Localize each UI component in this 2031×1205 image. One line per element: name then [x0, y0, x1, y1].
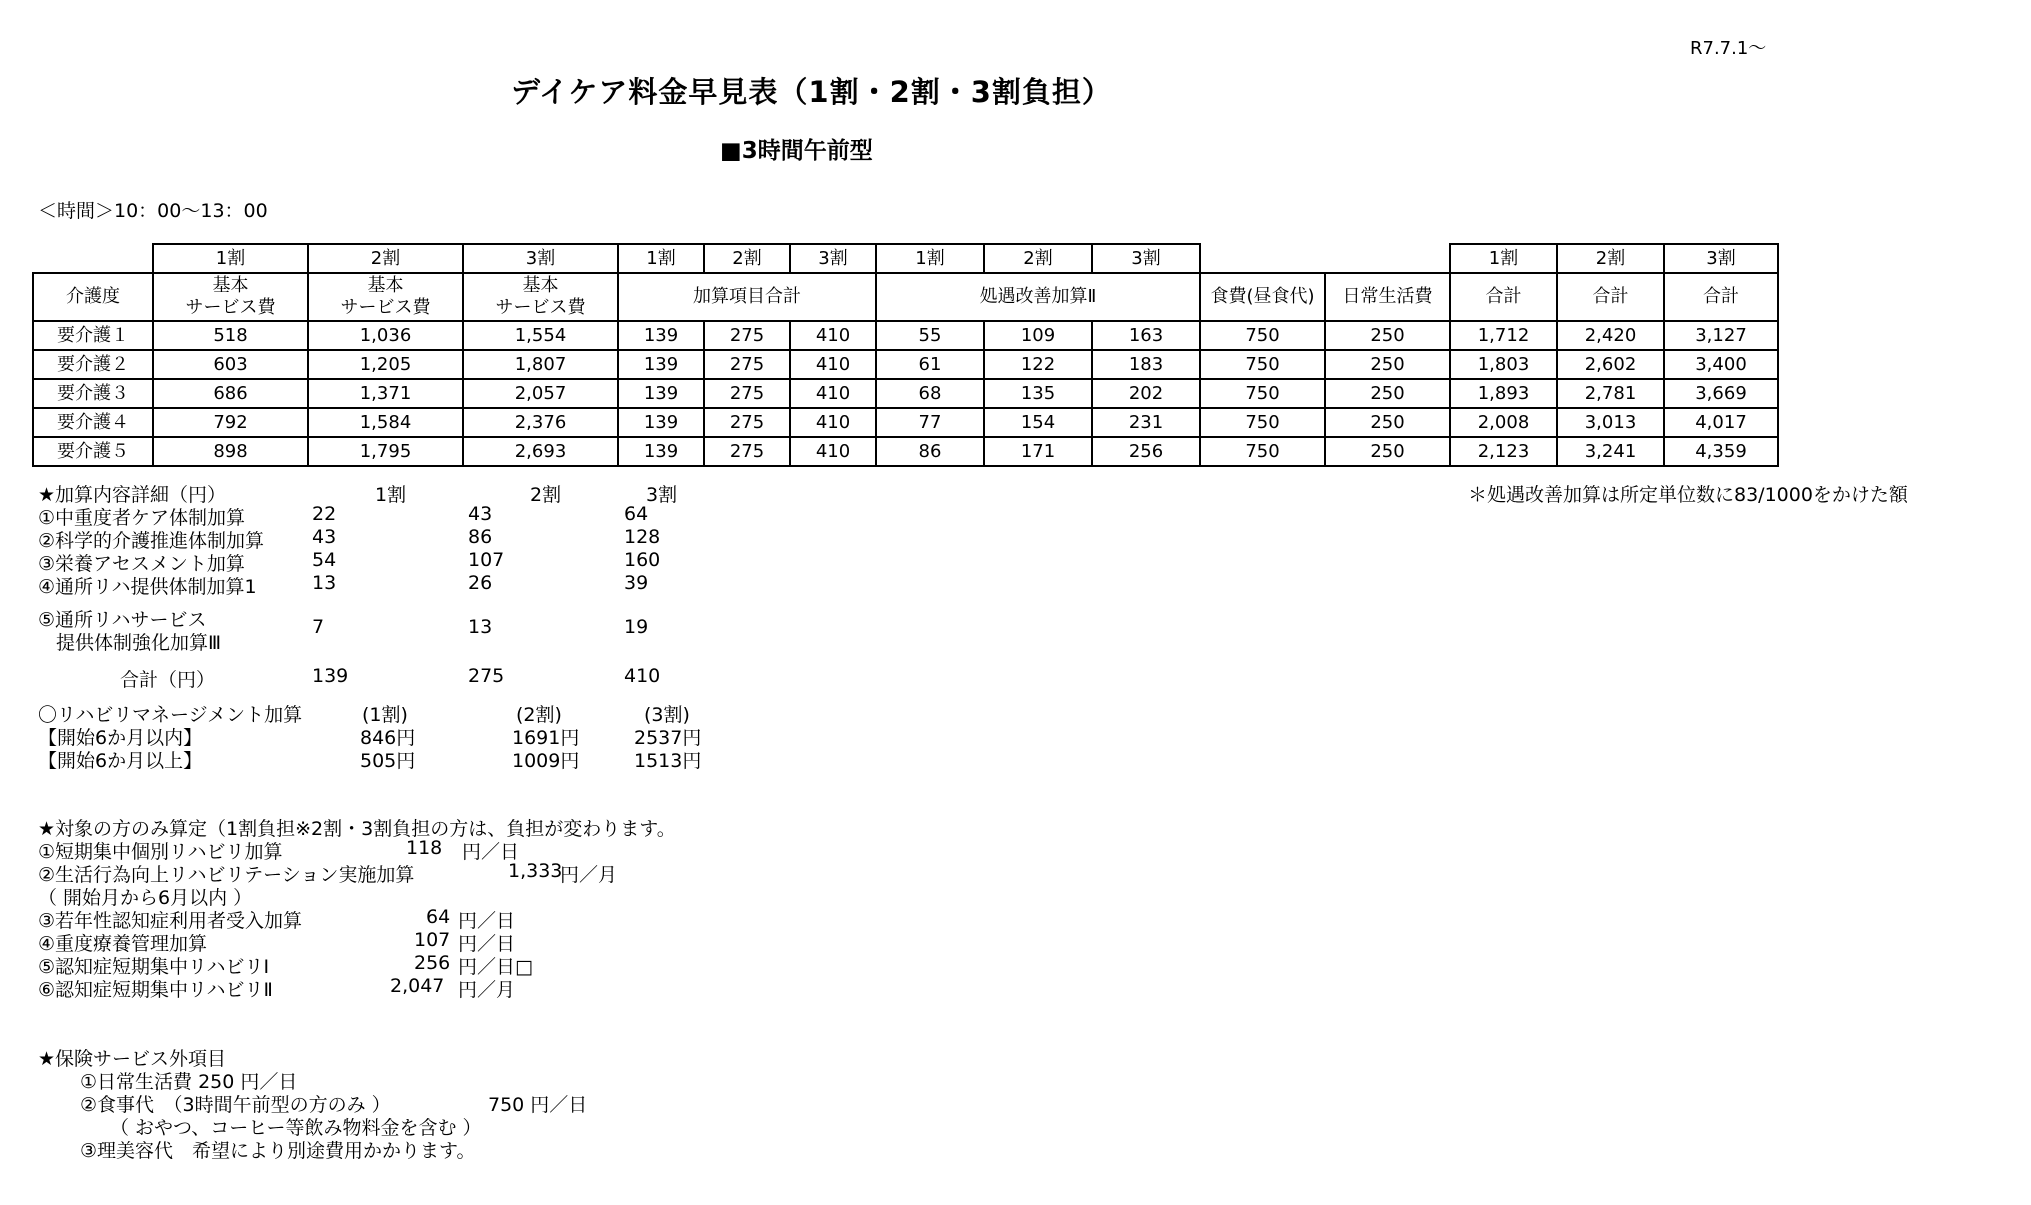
kasan-item-v3: 160 [624, 549, 661, 571]
kasan-col-3: 3割 [646, 484, 678, 506]
time-range: ＜時間＞10：00〜13：00 [38, 200, 268, 222]
cell-basic-2: 1,036 [308, 321, 463, 350]
page-subtitle: ■3時間午前型 [720, 138, 873, 164]
optional-item-label: ③若年性認知症利用者受入加算 [38, 910, 303, 932]
optional-item-value: 1,333 [508, 860, 563, 882]
non-insurance-line: ①日常生活費 250 円／日 [80, 1071, 298, 1093]
shogu-note: ＊処遇改善加算は所定単位数に83/1000をかけた額 [1468, 484, 1908, 506]
table-row [33, 408, 1778, 437]
reha-row-label: 【開始6か月以内】 [38, 727, 203, 749]
kasan-rate-3: 3割 [790, 244, 876, 273]
kasan-item-v1: 13 [312, 572, 337, 594]
reha-col-3: (3割) [644, 704, 690, 726]
cell-shogu-2: 109 [984, 321, 1092, 350]
cell-meal: 750 [1200, 321, 1325, 350]
header-sum-2: 合計 [1557, 273, 1664, 321]
cell-shogu-1: 68 [876, 379, 984, 408]
cell-shogu-3: 183 [1092, 350, 1200, 379]
total-rate-1: 1割 [1450, 244, 1557, 273]
cell-meal: 750 [1200, 379, 1325, 408]
non-insurance-line: ②食事代 （3時間午前型の方のみ ） [80, 1094, 391, 1116]
cell-care-level: 要介護５ [33, 437, 153, 466]
cell-basic-1: 898 [153, 437, 308, 466]
cell-daily: 250 [1325, 437, 1450, 466]
cell-kasan-2: 275 [704, 437, 790, 466]
cell-sum-3: 3,669 [1664, 379, 1778, 408]
cell-kasan-1: 139 [618, 350, 704, 379]
cell-kasan-3: 410 [790, 350, 876, 379]
cell-sum-3: 4,017 [1664, 408, 1778, 437]
non-insurance-line: ③理美容代 希望により別途費用かかります。 [80, 1140, 476, 1162]
kasan-total-label: 合計（円） [120, 669, 216, 691]
cell-meal: 750 [1200, 408, 1325, 437]
reha-row-v2: 1009円 [512, 750, 580, 772]
optional-item-label: ②生活行為向上リハビリテーション実施加算 [38, 864, 415, 886]
cell-sum-2: 2,781 [1557, 379, 1664, 408]
table-row [33, 350, 1778, 379]
header-basic-3: 基本 サービス費 [463, 273, 618, 321]
kasan-item-v2: 107 [468, 549, 505, 571]
header-daily: 日常生活費 [1325, 273, 1450, 321]
cell-shogu-2: 171 [984, 437, 1092, 466]
cell-daily: 250 [1325, 321, 1450, 350]
cell-shogu-2: 122 [984, 350, 1092, 379]
cell-care-level: 要介護４ [33, 408, 153, 437]
cell-sum-3: 3,127 [1664, 321, 1778, 350]
cell-meal: 750 [1200, 350, 1325, 379]
cell-sum-1: 1,893 [1450, 379, 1557, 408]
cell-kasan-2: 275 [704, 321, 790, 350]
page-title: デイケア料金早見表（1割・2割・3割負担） [511, 75, 1112, 109]
kasan-item-v2: 26 [468, 572, 493, 594]
header-basic-1: 基本 サービス費 [153, 273, 308, 321]
kasan-total-v1: 139 [312, 665, 349, 687]
header-meal: 食費(昼食代) [1200, 273, 1325, 321]
cell-sum-1: 2,008 [1450, 408, 1557, 437]
cell-sum-2: 2,420 [1557, 321, 1664, 350]
cell-daily: 250 [1325, 408, 1450, 437]
effective-date: R7.7.1〜 [1690, 38, 1767, 59]
cell-shogu-1: 86 [876, 437, 984, 466]
kasan-item5-label-1: ⑤通所リハサービス [38, 609, 207, 631]
cell-sum-2: 3,241 [1557, 437, 1664, 466]
cell-basic-1: 603 [153, 350, 308, 379]
blank-cell [1325, 244, 1450, 273]
cell-shogu-3: 163 [1092, 321, 1200, 350]
header-shogu: 処遇改善加算Ⅱ [876, 273, 1200, 321]
cell-basic-2: 1,584 [308, 408, 463, 437]
non-insurance-meal-value: 750 円／日 [488, 1094, 588, 1116]
header-sum-1: 合計 [1450, 273, 1557, 321]
kasan-detail-heading: ★加算内容詳細（円） [38, 484, 227, 506]
reha-col-2: (2割) [516, 704, 562, 726]
blank-cell [33, 244, 153, 273]
kasan-total-v2: 275 [468, 665, 505, 687]
optional-item-label: ⑤認知症短期集中リハビリⅠ [38, 956, 270, 978]
optional-item-unit: 円／月 [458, 979, 516, 1001]
cell-shogu-1: 77 [876, 408, 984, 437]
cell-shogu-1: 55 [876, 321, 984, 350]
cell-kasan-1: 139 [618, 379, 704, 408]
total-rate-3: 3割 [1664, 244, 1778, 273]
cell-sum-3: 3,400 [1664, 350, 1778, 379]
optional-item-label: ⑥認知症短期集中リハビリⅡ [38, 979, 273, 1001]
optional-item-label: ④重度療養管理加算 [38, 933, 208, 955]
cell-care-level: 要介護３ [33, 379, 153, 408]
kasan-total-v3: 410 [624, 665, 661, 687]
kasan-item-label: ②科学的介護推進体制加算 [38, 530, 265, 552]
kasan-col-2: 2割 [530, 484, 562, 506]
blank-cell [1200, 244, 1325, 273]
table-top-header [33, 244, 1778, 273]
optional-item-value: 107 [414, 929, 451, 951]
kasan-item-v1: 22 [312, 503, 337, 525]
reha-row-v1: 846円 [360, 727, 416, 749]
cell-daily: 250 [1325, 350, 1450, 379]
reha-row-v2: 1691円 [512, 727, 580, 749]
cell-basic-3: 1,554 [463, 321, 618, 350]
header-kasan-total: 加算項目合計 [618, 273, 876, 321]
cell-kasan-3: 410 [790, 408, 876, 437]
non-insurance-line: （ おやつ、コーヒー等飲み物料金を含む ） [110, 1117, 482, 1139]
optional-item-note: （ 開始月から6月以内 ） [38, 887, 253, 909]
non-insurance-heading: ★保険サービス外項目 [38, 1048, 227, 1070]
kasan-item-label: ③栄養アセスメント加算 [38, 553, 245, 575]
header-care-level: 介護度 [33, 273, 153, 321]
optional-item-unit: 円／日 [462, 841, 520, 863]
cell-kasan-1: 139 [618, 408, 704, 437]
cell-kasan-3: 410 [790, 321, 876, 350]
cell-kasan-2: 275 [704, 408, 790, 437]
cell-shogu-3: 202 [1092, 379, 1200, 408]
reha-col-1: (1割) [362, 704, 408, 726]
shogu-rate-2: 2割 [984, 244, 1092, 273]
cell-kasan-2: 275 [704, 350, 790, 379]
cell-meal: 750 [1200, 437, 1325, 466]
cell-care-level: 要介護１ [33, 321, 153, 350]
cell-daily: 250 [1325, 379, 1450, 408]
cell-basic-2: 1,371 [308, 379, 463, 408]
cell-kasan-3: 410 [790, 437, 876, 466]
cell-basic-1: 686 [153, 379, 308, 408]
cell-basic-1: 518 [153, 321, 308, 350]
table-row [33, 379, 1778, 408]
reha-row-label: 【開始6か月以上】 [38, 750, 203, 772]
cell-kasan-3: 410 [790, 379, 876, 408]
cell-basic-1: 792 [153, 408, 308, 437]
cell-sum-2: 3,013 [1557, 408, 1664, 437]
cell-sum-1: 1,712 [1450, 321, 1557, 350]
optional-item-value: 118 [406, 837, 443, 859]
basic-rate-2: 2割 [308, 244, 463, 273]
header-sum-3: 合計 [1664, 273, 1778, 321]
cell-shogu-1: 61 [876, 350, 984, 379]
kasan-item5-label-2: 提供体制強化加算Ⅲ [56, 632, 222, 654]
cell-sum-1: 1,803 [1450, 350, 1557, 379]
cell-shogu-3: 231 [1092, 408, 1200, 437]
kasan-item-v1: 43 [312, 526, 337, 548]
cell-sum-3: 4,359 [1664, 437, 1778, 466]
kasan-item-v2: 86 [468, 526, 493, 548]
optional-item-unit: 円／月 [560, 864, 618, 886]
optional-item-unit: 円／日 [458, 933, 516, 955]
total-rate-2: 2割 [1557, 244, 1664, 273]
kasan-item-label: ④通所リハ提供体制加算1 [38, 576, 257, 598]
kasan-item5-v3: 19 [624, 616, 649, 638]
fee-table [32, 243, 1779, 467]
basic-rate-3: 3割 [463, 244, 618, 273]
optional-item-value: 256 [414, 952, 451, 974]
optional-heading: ★対象の方のみ算定（1割負担※2割・3割負担の方は、負担が変わります。 [38, 818, 676, 840]
reha-row-v3: 1513円 [634, 750, 702, 772]
kasan-item5-v2: 13 [468, 616, 493, 638]
cell-shogu-2: 154 [984, 408, 1092, 437]
reha-mgmt-heading: 〇リハビリマネージメント加算 [38, 704, 303, 726]
optional-item-value: 2,047 [390, 975, 445, 997]
cell-sum-2: 2,602 [1557, 350, 1664, 379]
kasan-col-1: 1割 [375, 484, 407, 506]
kasan-rate-2: 2割 [704, 244, 790, 273]
table-row [33, 321, 1778, 350]
optional-item-unit: 円／日□ [458, 956, 533, 978]
cell-shogu-3: 256 [1092, 437, 1200, 466]
shogu-rate-3: 3割 [1092, 244, 1200, 273]
cell-sum-1: 2,123 [1450, 437, 1557, 466]
optional-item-unit: 円／日 [458, 910, 516, 932]
cell-kasan-1: 139 [618, 437, 704, 466]
kasan-item-v3: 39 [624, 572, 649, 594]
basic-rate-1: 1割 [153, 244, 308, 273]
cell-kasan-1: 139 [618, 321, 704, 350]
optional-item-label: ①短期集中個別リハビリ加算 [38, 841, 283, 863]
reha-row-v3: 2537円 [634, 727, 702, 749]
cell-kasan-2: 275 [704, 379, 790, 408]
kasan-item-v2: 43 [468, 503, 493, 525]
cell-care-level: 要介護２ [33, 350, 153, 379]
kasan-item-v3: 128 [624, 526, 661, 548]
cell-basic-3: 2,376 [463, 408, 618, 437]
cell-basic-3: 1,807 [463, 350, 618, 379]
reha-row-v1: 505円 [360, 750, 416, 772]
shogu-rate-1: 1割 [876, 244, 984, 273]
table-row [33, 437, 1778, 466]
cell-shogu-2: 135 [984, 379, 1092, 408]
cell-basic-3: 2,693 [463, 437, 618, 466]
optional-item-value: 64 [426, 906, 451, 928]
cell-basic-3: 2,057 [463, 379, 618, 408]
kasan-item5-v1: 7 [312, 616, 325, 638]
header-basic-2: 基本 サービス費 [308, 273, 463, 321]
kasan-item-v1: 54 [312, 549, 337, 571]
kasan-item-v3: 64 [624, 503, 649, 525]
table-header [33, 273, 1778, 321]
kasan-item-label: ①中重度者ケア体制加算 [38, 507, 246, 529]
kasan-rate-1: 1割 [618, 244, 704, 273]
cell-basic-2: 1,795 [308, 437, 463, 466]
cell-basic-2: 1,205 [308, 350, 463, 379]
